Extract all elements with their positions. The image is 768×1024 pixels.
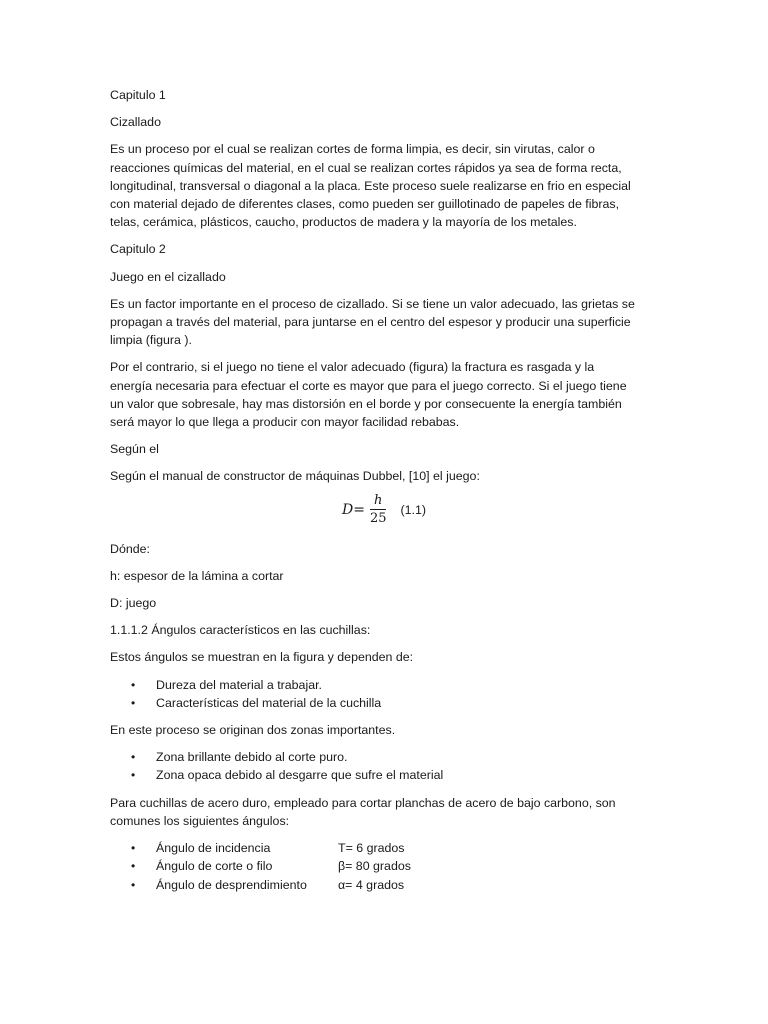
dependencies-list — [110, 676, 658, 712]
formula-numerator: h — [370, 493, 386, 510]
cizallado-paragraph-full — [110, 903, 111, 904]
list-item — [110, 676, 658, 694]
paragraph-line: propagan a través del material, para juntarse en el centro del espesor y producir una superficie — [110, 315, 631, 330]
angles-intro: Estos ángulos se muestran en la figura y dependen de: — [110, 650, 414, 665]
segun-fragment: Según el — [110, 442, 159, 457]
subsection-angles-title: 1.1.1.2 Ángulos característicos en las cuchillas: — [110, 623, 371, 638]
section-juego-title: Juego en el cizallado — [110, 269, 226, 284]
angle-value: β= 80 grados — [338, 859, 411, 874]
list-item — [110, 857, 658, 875]
paragraph-line: un valor que sobresale, hay mas distorsión en el borde y por consecuente la energía también — [110, 396, 622, 411]
cizallado-paragraph — [110, 140, 658, 231]
paragraph-line: telas, cerámica, plásticos, caucho, productos de madera y la mayoría de los metales. — [110, 215, 577, 230]
steel-intro — [110, 794, 658, 830]
bullet-icon: • — [131, 768, 136, 783]
paragraph-line: reacciones químicas del material, en el cual se realizan cortes rápidos ya sea de forma recta, — [110, 160, 622, 175]
formula-equals: = — [353, 501, 365, 518]
paragraph-line: Para cuchillas de acero duro, empleado para cortar planchas de acero de bajo carbono, son — [110, 795, 616, 810]
paragraph-line: será mayor lo que llega a producir con mayor facilidad rebabas. — [110, 415, 460, 430]
clearance-formula — [110, 488, 658, 532]
angle-value: T= 6 grados — [338, 841, 405, 856]
list-item — [110, 839, 658, 857]
bullet-icon: • — [131, 750, 136, 765]
chapter-2-title: Capitulo 2 — [110, 242, 166, 257]
paragraph-line: Es un factor importante en el proceso de cizallado. Si se tiene un valor adecuado, las grietas se — [110, 296, 635, 311]
definition-d: D: juego — [110, 596, 157, 611]
angle-name: Ángulo de incidencia — [156, 841, 271, 856]
bullet-icon: • — [131, 859, 136, 874]
document-page — [110, 86, 658, 903]
paragraph-line: energía necesaria para efectuar el corte es mayor que para el juego correcto. Si el juego tiene — [110, 378, 627, 393]
list-item — [110, 766, 658, 784]
section-cizallado-title: Cizallado — [110, 115, 161, 130]
paragraph-line: Por el contrario, si el juego no tiene el valor adecuado (figura) la fractura es rasgada y la — [110, 360, 595, 375]
angle-value: α= 4 grados — [338, 877, 405, 892]
paragraph-line: limpia (figura ). — [110, 333, 192, 348]
bullet-icon: • — [131, 841, 136, 856]
list-item — [110, 694, 658, 712]
list-item-text: Características del material de la cuchilla — [156, 695, 382, 710]
dubbel-sentence: Según el manual de constructor de máquinas Dubbel, [10] el juego: — [110, 469, 480, 484]
paragraph-line: con material dejado de diferentes clases, como pueden ser guillotinado de papeles de fibras, — [110, 197, 620, 212]
juego-paragraph-2 — [110, 358, 658, 431]
angles-list — [110, 839, 658, 894]
angle-name: Ángulo de corte o filo — [156, 859, 273, 874]
list-item-text: Zona opaca debido al desgarre que sufre el material — [156, 768, 444, 783]
formula-lhs: D — [342, 501, 354, 518]
list-item-text: Zona brillante debido al corte puro. — [156, 750, 348, 765]
bullet-icon: • — [131, 877, 136, 892]
equation-number: (1.1) — [400, 502, 426, 517]
paragraph-line: longitudinal, transversal o diagonal a la placa. Este proceso suele realizarse en frio en especial — [110, 178, 631, 193]
donde-label: Dónde: — [110, 541, 150, 556]
list-item — [110, 748, 658, 766]
list-item — [110, 876, 658, 894]
angle-name: Ángulo de desprendimiento — [156, 877, 307, 892]
zones-intro: En este proceso se originan dos zonas importantes. — [110, 723, 396, 738]
bullet-icon: • — [131, 695, 136, 710]
formula-fraction — [366, 493, 391, 527]
formula-expression — [342, 493, 391, 527]
formula-denominator: 25 — [369, 510, 387, 526]
juego-paragraph-1 — [110, 295, 658, 350]
paragraph-line: Es un proceso por el cual se realizan cortes de forma limpia, es decir, sin virutas, calor o — [110, 142, 595, 157]
definition-h: h: espesor de la lámina a cortar — [110, 568, 284, 583]
list-item-text: Dureza del material a trabajar. — [156, 677, 322, 692]
zones-list — [110, 748, 658, 784]
paragraph-line: comunes los siguientes ángulos: — [110, 813, 290, 828]
bullet-icon: • — [131, 677, 136, 692]
chapter-1-title: Capitulo 1 — [110, 88, 166, 102]
